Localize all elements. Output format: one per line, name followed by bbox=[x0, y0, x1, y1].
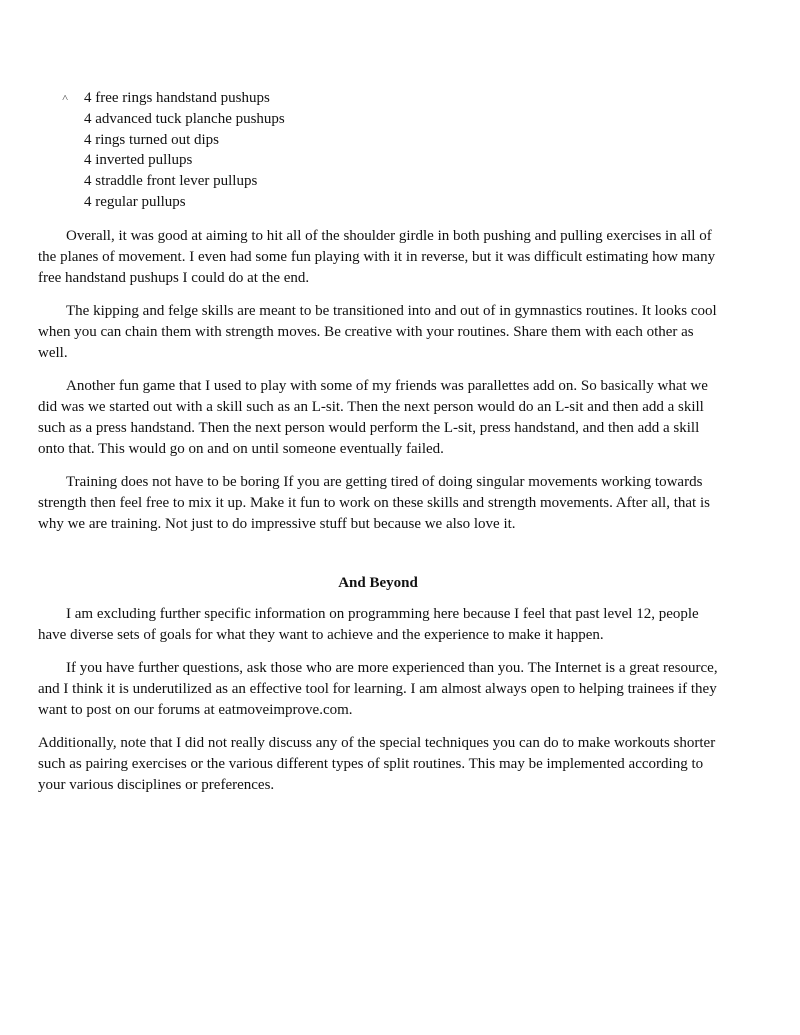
list-item-text: 4 advanced tuck planche pushups bbox=[84, 110, 285, 127]
list-item bbox=[62, 171, 722, 192]
list-item bbox=[62, 130, 722, 151]
paragraph-overall: Overall, it was good at aiming to hit all of the shoulder girdle in both pushing and pulling exercises in all of the planes of movement. I even had some fun playing with it in reverse, but it was difficult estimating how many free handstand pushups I could do at the end. bbox=[38, 228, 716, 286]
list-item bbox=[62, 150, 722, 171]
exercise-list bbox=[62, 88, 722, 213]
arrow-bullet-icon: ˄ bbox=[62, 92, 69, 104]
list-item-text: 4 straddle front lever pullups bbox=[84, 173, 258, 190]
list-item bbox=[62, 109, 722, 130]
paragraph-additionally: Additionally, note that I did not really discuss any of the special techniques you can do to make workouts shorter such as pairing exercises or the various different types of split routines. This may be implemented according to your various disciplines or preferences. bbox=[38, 735, 716, 793]
list-item-text: 4 rings turned out dips bbox=[84, 131, 219, 148]
list-item bbox=[62, 192, 722, 213]
paragraph-kipping-felge: The kipping and felge skills are meant to be transitioned into and out of in gymnastics routines. It looks cool when you can chain them with strength moves. Be creative with your routines. Share them with each other as well. bbox=[38, 303, 717, 361]
list-item-text: 4 inverted pullups bbox=[84, 152, 193, 169]
paragraph-parallettes-game: Another fun game that I used to play with some of my friends was parallettes add on. So basically what we did was we started out with a skill such as an L-sit. Then the next person would do an L-sit and then add a skill such as a press handstand. Then the next person would perform the L-sit, press handstand, and then add a skill onto that. This would go on and on until someone eventually failed. bbox=[38, 378, 708, 457]
list-item-text: 4 regular pullups bbox=[84, 193, 186, 210]
paragraph-further-questions: If you have further questions, ask those who are more experienced than you. The Internet is a great resource, and I think it is underutilized as an effective tool for learning. I am almost always open to helping trainees if they want to post on our forums at eatmoveimprove.com. bbox=[38, 660, 718, 718]
paragraph-training-fun: Training does not have to be boring If you are getting tired of doing singular movements working towards strength then feel free to mix it up. Make it fun to work on these skills and strength movements. After all, that is why we are training. Not just to do impressive stuff but because we also love it. bbox=[38, 474, 710, 532]
body-text bbox=[38, 226, 718, 808]
list-item-text: 4 free rings handstand pushups bbox=[84, 90, 270, 106]
list-item bbox=[62, 88, 722, 109]
section-heading: And Beyond bbox=[338, 575, 418, 591]
paragraph-programming: I am excluding further specific information on programming here because I feel that past level 12, people have diverse sets of goals for what they want to achieve and the experience to make it happen. bbox=[38, 606, 699, 643]
